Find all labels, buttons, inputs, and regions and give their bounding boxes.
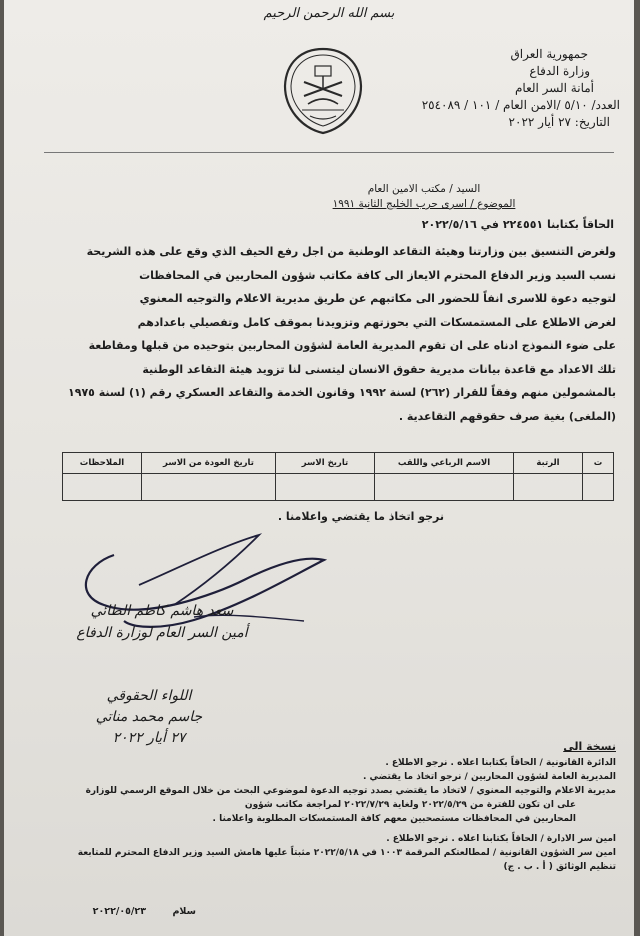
document-number: العدد/ ٥/١٠ /الامن العام / ١٠١ / ٢٥٤٠٨٩ bbox=[421, 98, 620, 112]
col-rank: الرتبة bbox=[514, 453, 583, 474]
body-line: لتوجيه دعوة للاسرى انفاً للحضور الى مكاتبهم عن طريق مديرية الاعلام والتوجيه المعنوي bbox=[139, 292, 616, 305]
col-number: ت bbox=[583, 453, 614, 474]
ministry-emblem-icon bbox=[282, 46, 364, 136]
letterhead bbox=[390, 46, 620, 131]
signer2-rank: اللواء الحقوقي bbox=[106, 688, 192, 704]
office-name: أمانة السر العام bbox=[514, 81, 594, 95]
col-name: الاسم الرباعي واللقب bbox=[375, 453, 514, 474]
table-row bbox=[63, 474, 614, 501]
body-line: نسب السيد وزير الدفاع المحترم الايعاز الى كافة مكاتب شؤون المحاربين في المحافظات bbox=[139, 268, 616, 282]
body-line: بالمشمولين منهم وفقاً للقرار (٢٦٢) لسنة ١٩٩٢ وقانون الخدمة والتقاعد العسكري رقم (١) لسنة ١٩٧٥ bbox=[68, 386, 616, 399]
ministry-name: وزارة الدفاع bbox=[529, 64, 590, 78]
table-header-row bbox=[63, 453, 614, 474]
copy-to-heading: نسخة الى bbox=[563, 740, 616, 753]
body-text bbox=[20, 240, 616, 428]
copy-item: امين سر الشؤون القانونية / لمطالعتكم المرقمة ١٠٠٣ في ٢٠٢٢/٥/١٨ مثبتاً عليها هامش السيد وزير الدفاع المحترم للمتابعة bbox=[77, 848, 616, 858]
recipient-block bbox=[304, 182, 544, 212]
body-line: (الملغى) بغية صرف حقوقهم التقاعدية . bbox=[398, 409, 616, 423]
body-line: على ضوء النموذج ادناه على ان تقوم المديرية العامة لشؤون المحاربين بتوحيده من قبلها ومقاطعة bbox=[88, 339, 616, 352]
reference-line: الحاقاً بكتابنا ٢٢٤٥٥١ في ٢٠٢٢/٥/١٦ bbox=[421, 218, 614, 231]
col-return-date: تاريخ العودة من الاسر bbox=[142, 453, 276, 474]
copy-item: امين سر الادارة / الحاقاً بكتابنا اعلاه . نرجو الاطلاع . bbox=[386, 834, 616, 844]
footer-salam: سلام bbox=[172, 906, 196, 917]
copies-list bbox=[16, 756, 616, 874]
copy-item: تنظيم الوثائق ( أ . ب . ج) bbox=[503, 862, 616, 872]
copy-item: مديرية الاعلام والتوجيه المعنوي / لاتخاذ ما يقتضي بصدد توجيه الدعوة لموضوعي البحث من خلال الموقع الرسمي للوزارة bbox=[85, 786, 616, 796]
recipient-line: السيد / مكتب الامين العام bbox=[367, 183, 481, 195]
signer-title: أمين السر العام لوزارة الدفاع bbox=[76, 625, 248, 641]
col-capture-date: تاريخ الاسر bbox=[276, 453, 375, 474]
copy-item: المحاربين في المحافظات مستصحبين معهم كافة المستمسكات المطلوبة واعلامنا . bbox=[212, 814, 576, 824]
header-divider bbox=[44, 152, 614, 153]
copy-item: الدائرة القانونية / الحاقاً بكتابنا اعلاه . نرجو الاطلاع . bbox=[385, 758, 616, 768]
col-notes: الملاحظات bbox=[63, 453, 142, 474]
document-date: التاريخ: ٢٧ أيار ٢٠٢٢ bbox=[508, 115, 610, 129]
copy-item: المديرية العامة لشؤون المحاربين / نرجو اتخاذ ما يقتضي . bbox=[362, 772, 616, 782]
closing-line: نرجو اتخاذ ما يقتضي واعلامنا . bbox=[277, 510, 444, 523]
signer2-name: جاسم محمد مناتي bbox=[95, 709, 203, 725]
signer-primary bbox=[42, 600, 282, 644]
body-line: لغرض الاطلاع على المستمسكات التي بحوزتهم وتزويدنا بموقف كامل وتفصيلي باعدادهم bbox=[137, 315, 616, 329]
prisoner-table bbox=[62, 452, 614, 501]
footer-date: ٢٠٢٢/٠٥/٢٣ bbox=[92, 906, 146, 917]
copy-item: على ان تكون للفترة من ٢٠٢٢/٥/٢٩ ولغاية ٢٠٢٢/٧/٢٩ لمراجعة مكاتب شؤون bbox=[244, 800, 576, 810]
subject-line: الموضوع / اسرى حرب الخليج الثانية ١٩٩١ bbox=[332, 198, 516, 210]
country-name: جمهورية العراق bbox=[510, 47, 588, 61]
basmala: بسم الله الرحمن الرحيم bbox=[263, 6, 395, 21]
signer2-date: ٢٧ أيار ٢٠٢٢ bbox=[112, 730, 186, 746]
signer-secondary bbox=[64, 686, 234, 749]
body-line: ولغرض التنسيق بين وزارتنا وهيئة التقاعد الوطنية من اجل رفع الحيف الذي وقع على هذه الشريحة bbox=[86, 245, 616, 258]
body-line: تلك الاعداد مع قاعدة بيانات مديرية حقوق الانسان ليتسنى لنا تزويد هيئة التقاعد الوطنية bbox=[142, 362, 616, 376]
signer-name: سعد هاشم كاظم الطائي bbox=[90, 603, 234, 619]
document-page bbox=[4, 0, 634, 936]
